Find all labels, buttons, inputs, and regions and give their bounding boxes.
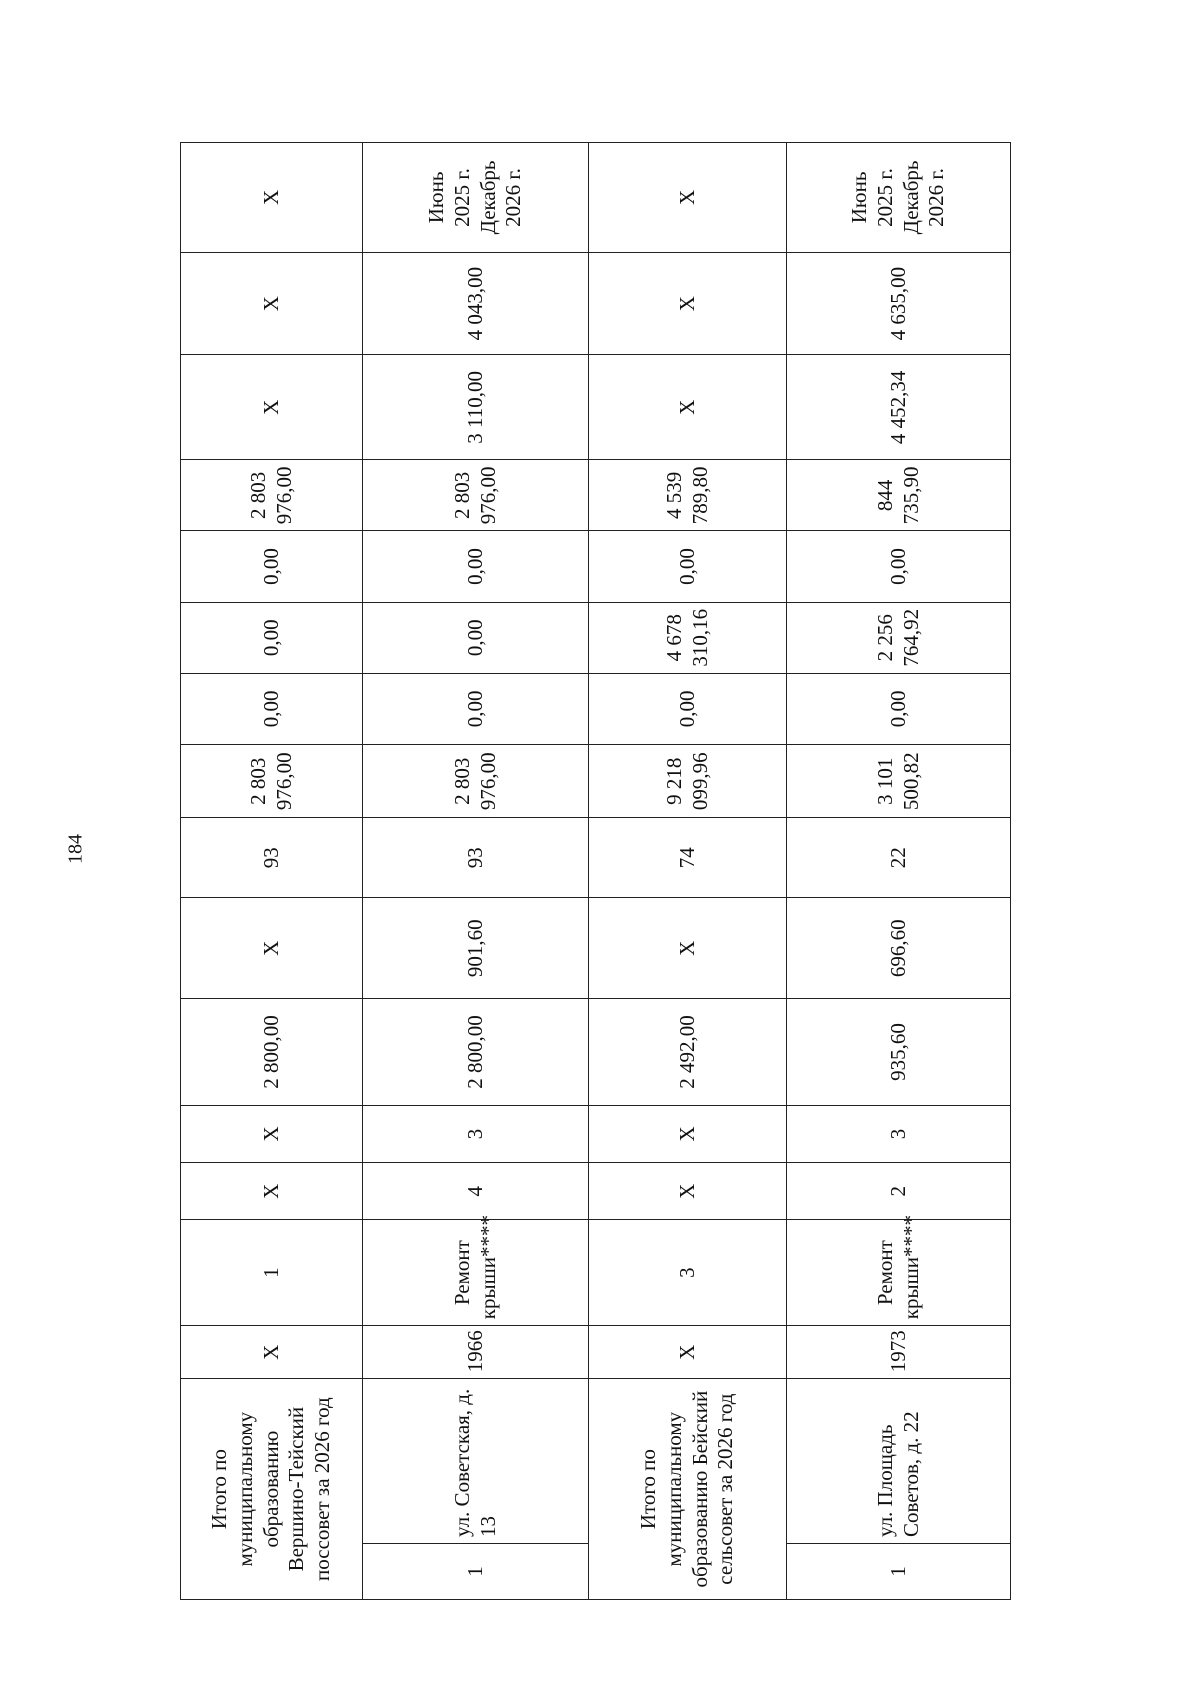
- address-cell: [787, 1379, 1011, 1600]
- repair-register-table: [180, 142, 1011, 1600]
- cell: Х: [181, 355, 363, 460]
- cell: 2 803 976,00: [181, 460, 363, 531]
- total-title-cell: Итого по муниципальному образованию Вершино-Тейский поссовет за 2026 год: [181, 1379, 363, 1600]
- cell: 0,00: [181, 602, 363, 673]
- cell: 2: [787, 1163, 1011, 1220]
- cell: Х: [589, 143, 787, 253]
- cell: 4: [363, 1163, 589, 1220]
- address-text: ул. Площадь Советов, д. 22: [872, 1411, 923, 1537]
- cell: 2 492,00: [589, 999, 787, 1105]
- cell: 2 256 764,92: [787, 602, 1011, 673]
- cell: 4 678 310,16: [589, 602, 787, 673]
- cell: Х: [589, 355, 787, 460]
- cell: 0,00: [787, 531, 1011, 602]
- table-row: [787, 143, 1011, 1600]
- cell: 22: [787, 818, 1011, 898]
- cell: 0,00: [787, 673, 1011, 744]
- cell: 4 043,00: [363, 252, 589, 355]
- cell: 3 101 500,82: [787, 744, 1011, 818]
- cell: Х: [589, 252, 787, 355]
- dates-cell: [363, 143, 589, 253]
- start-date: Июнь 2025 г.: [424, 168, 474, 227]
- work-cell: Ремонт крыши****: [363, 1220, 589, 1326]
- cell: 3 110,00: [363, 355, 589, 460]
- cell: 2 803 976,00: [363, 460, 589, 531]
- cell: Х: [589, 1105, 787, 1163]
- cell: 0,00: [181, 531, 363, 602]
- dates-cell: [787, 143, 1011, 253]
- cell: Х: [181, 1163, 363, 1220]
- work-cell: 1: [181, 1220, 363, 1326]
- cell: 0,00: [181, 673, 363, 744]
- cell: 844 735,90: [787, 460, 1011, 531]
- cell: 0,00: [589, 673, 787, 744]
- rotated-table-container: [180, 142, 1010, 1600]
- cell: Х: [181, 252, 363, 355]
- cell: 0,00: [363, 673, 589, 744]
- cell: 0,00: [363, 602, 589, 673]
- start-date: Июнь 2025 г.: [847, 168, 897, 227]
- cell: 2 803 976,00: [363, 744, 589, 818]
- cell: 0,00: [589, 531, 787, 602]
- year-cell: 1973: [787, 1326, 1011, 1379]
- cell: Х: [181, 1105, 363, 1163]
- cell: 2 800,00: [181, 999, 363, 1105]
- cell: 93: [181, 818, 363, 898]
- year-cell: Х: [589, 1326, 787, 1379]
- work-cell: Ремонт крыши****: [787, 1220, 1011, 1326]
- cell: 4 539 789,80: [589, 460, 787, 531]
- cell: 4 635,00: [787, 252, 1011, 355]
- cell: Х: [589, 1163, 787, 1220]
- cell: 3: [363, 1105, 589, 1163]
- cell: 74: [589, 818, 787, 898]
- table-row: [589, 143, 787, 1600]
- total-title-cell: Итого по муниципальному образованию Бейский сельсовет за 2026 год: [589, 1379, 787, 1600]
- cell: Х: [589, 898, 787, 999]
- end-date: Декабрь 2026 г.: [898, 160, 949, 235]
- cell: 4 452,34: [787, 355, 1011, 460]
- address-text: ул. Советская, д. 13: [449, 1388, 500, 1537]
- cell: 93: [363, 818, 589, 898]
- year-cell: Х: [181, 1326, 363, 1379]
- cell: 2 800,00: [363, 999, 589, 1105]
- row-index: 1: [787, 1543, 1010, 1599]
- year-cell: 1966: [363, 1326, 589, 1379]
- cell: Х: [181, 143, 363, 253]
- table-row: [181, 143, 363, 1600]
- cell: 2 803 976,00: [181, 744, 363, 818]
- page-number: 184: [64, 834, 87, 864]
- work-cell: 3: [589, 1220, 787, 1326]
- cell: 3: [787, 1105, 1011, 1163]
- row-index: 1: [363, 1543, 588, 1599]
- cell: 935,60: [787, 999, 1011, 1105]
- cell: 696,60: [787, 898, 1011, 999]
- cell: Х: [181, 898, 363, 999]
- table-row: [363, 143, 589, 1600]
- cell: 9 218 099,96: [589, 744, 787, 818]
- end-date: Декабрь 2026 г.: [475, 160, 526, 235]
- cell: 901,60: [363, 898, 589, 999]
- address-cell: [363, 1379, 589, 1600]
- cell: 0,00: [363, 531, 589, 602]
